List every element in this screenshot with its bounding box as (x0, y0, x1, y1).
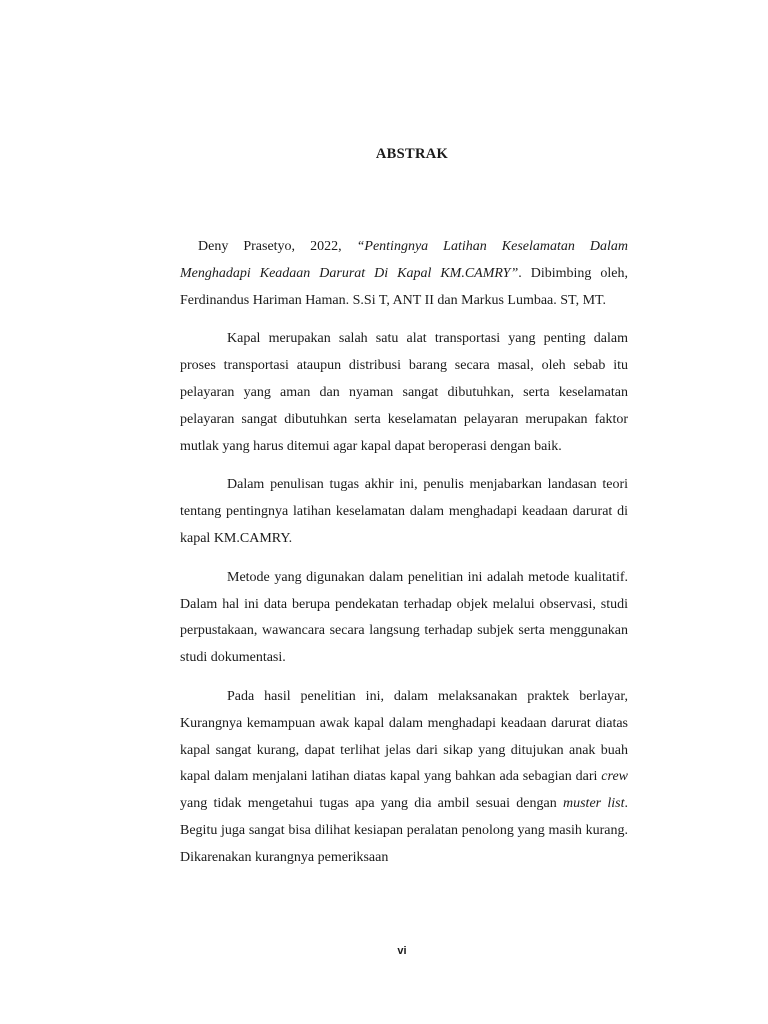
paragraph-3: Metode yang digunakan dalam penelitian ini adalah metode kualitatif. Dalam hal ini data berupa pendekatan terhadap objek melalui observasi, studi perpustakaan, wawancara secara langsung terhadap subjek serta menggunakan studi dokumentasi. (180, 569, 628, 666)
citation-author-year: Deny Prasetyo, 2022, (198, 239, 357, 254)
abstract-title: ABSTRAK (375, 146, 449, 162)
paragraph-1: Kapal merupakan salah satu alat transportasi yang penting dalam proses transportasi ataupun distribusi barang secara masal, oleh sebab itu pelayaran yang aman dan nyaman sangat dibutuhkan, serta keselamatan pelayaran sangat dibutuhkan serta keselamatan pelayaran merupakan faktor mutlak yang harus ditemui agar kapal dapat beroperasi dengan baik. (180, 331, 628, 454)
citation-work-title: “Pentingnya Latihan Keselamatan Dalam Menghadapi Keadaan Darurat Di Kapal KM.CAMRY” (180, 239, 628, 281)
paragraph-2: Dalam penulisan tugas akhir ini, penulis menjabarkan landasan teori tentang pentingnya latihan keselamatan dalam menghadapi keadaan darurat di kapal KM.CAMRY. (180, 477, 628, 546)
paragraph-4-part-2: yang tidak mengetahui tugas apa yang dia ambil sesuai dengan (180, 796, 563, 812)
citation-supervisors: . Dibimbing oleh, Ferdinandus Hariman Haman. S.Si T, ANT II dan Markus Lumbaa. ST, MT. (180, 265, 628, 308)
page-number: vi (397, 945, 407, 957)
term-crew: crew (601, 769, 628, 785)
paragraph-4-part-3: . Begitu juga sangat bisa dilihat kesiapan peralatan penolong yang masih kurang. Dikarenakan kurangnya pemeriksaan (180, 796, 628, 865)
citation-paragraph (180, 234, 628, 314)
term-muster-list: muster list (563, 796, 625, 812)
paragraph-4 (180, 684, 628, 872)
abstract-body (180, 234, 628, 884)
paragraph-4-part-1: Pada hasil penelitian ini, dalam melaksanakan praktek berlayar, Kurangnya kemampuan awak kapal dalam menghadapi keadaan darurat diatas kapal sangat kurang, dapat terlihat jelas dari sikap yang ditujukan anak buah kapal dalam menjalani latihan diatas kapal yang bahkan ada sebagian dari (180, 688, 628, 785)
